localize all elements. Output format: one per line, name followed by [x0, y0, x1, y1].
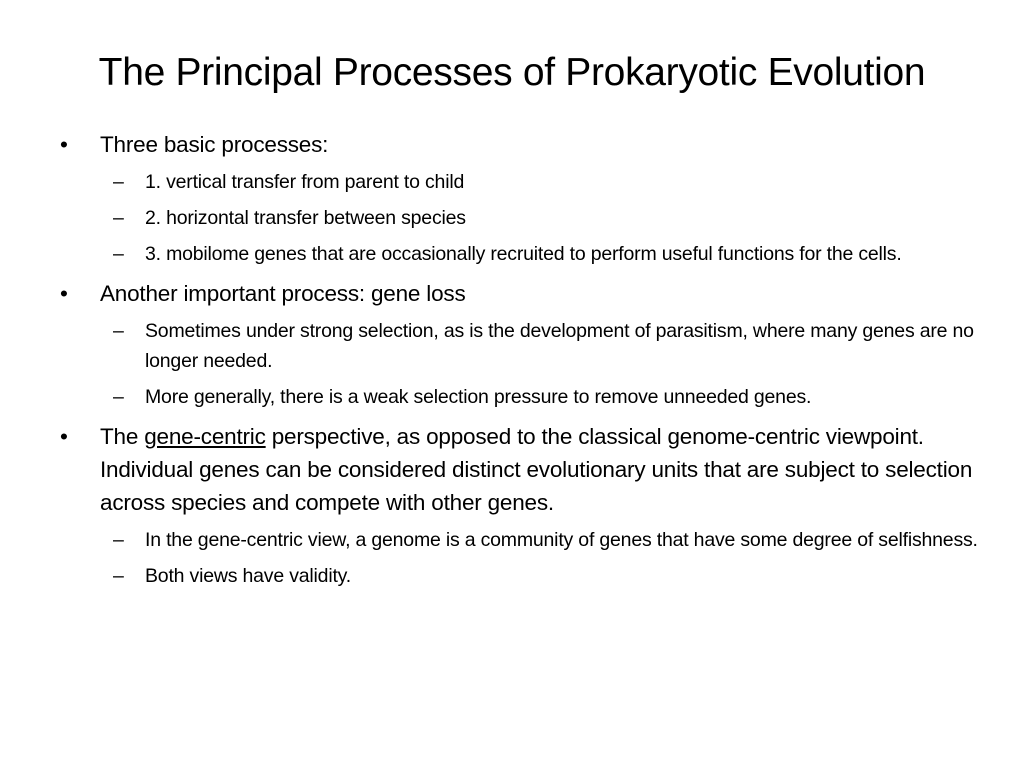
- sub-item-3-1: [60, 525, 980, 555]
- sub-item-text: Both views have validity.: [145, 565, 351, 587]
- dash-icon: –: [113, 565, 124, 587]
- dash-icon: –: [113, 386, 124, 408]
- sub-item-1-1: [60, 167, 980, 197]
- sub-item-text: In the gene-centric view, a genome is a community of genes that have some degree of selfishness.: [145, 529, 978, 551]
- slide-title: The Principal Processes of Prokaryotic Evolution: [98, 51, 926, 94]
- bullet-item-1: [60, 128, 980, 161]
- gene-centric-underlined-term: gene-centric: [144, 424, 266, 449]
- bullet-text: Three basic processes:: [100, 132, 329, 157]
- bullet-text: Another important process: gene loss: [100, 281, 466, 306]
- sub-item-2-2: [60, 382, 980, 412]
- bullet-icon: •: [60, 132, 68, 157]
- bullet-icon: •: [60, 281, 68, 306]
- sub-item-text: 1. vertical transfer from parent to child: [145, 171, 465, 193]
- dash-icon: –: [113, 171, 124, 193]
- slide-content: [60, 124, 980, 591]
- bullet-item-3: [60, 420, 980, 519]
- sub-item-text: Sometimes under strong selection, as is the development of parasitism, where many genes are no longer needed.: [145, 320, 974, 372]
- bullet-text-prefix: The: [100, 424, 145, 449]
- dash-icon: –: [113, 243, 124, 265]
- dash-icon: –: [113, 207, 124, 229]
- sub-item-text: 2. horizontal transfer between species: [145, 207, 466, 229]
- sub-item-text: More generally, there is a weak selection pressure to remove unneeded genes.: [145, 386, 812, 408]
- sub-item-3-2: [60, 561, 980, 591]
- dash-icon: –: [113, 529, 124, 551]
- bullet-text-suffix: perspective, as opposed to the classical genome-centric viewpoint. Individual genes can be considered distinct evolutionary units that are subject to selection across species and compete with other genes.: [100, 424, 973, 515]
- bullet-icon: •: [60, 424, 68, 449]
- bullet-item-2: [60, 277, 980, 310]
- sub-item-2-1: [60, 316, 980, 376]
- sub-item-1-3: [60, 239, 980, 269]
- dash-icon: –: [113, 320, 124, 342]
- sub-item-text: 3. mobilome genes that are occasionally recruited to perform useful functions for the cells.: [145, 243, 902, 265]
- sub-item-1-2: [60, 203, 980, 233]
